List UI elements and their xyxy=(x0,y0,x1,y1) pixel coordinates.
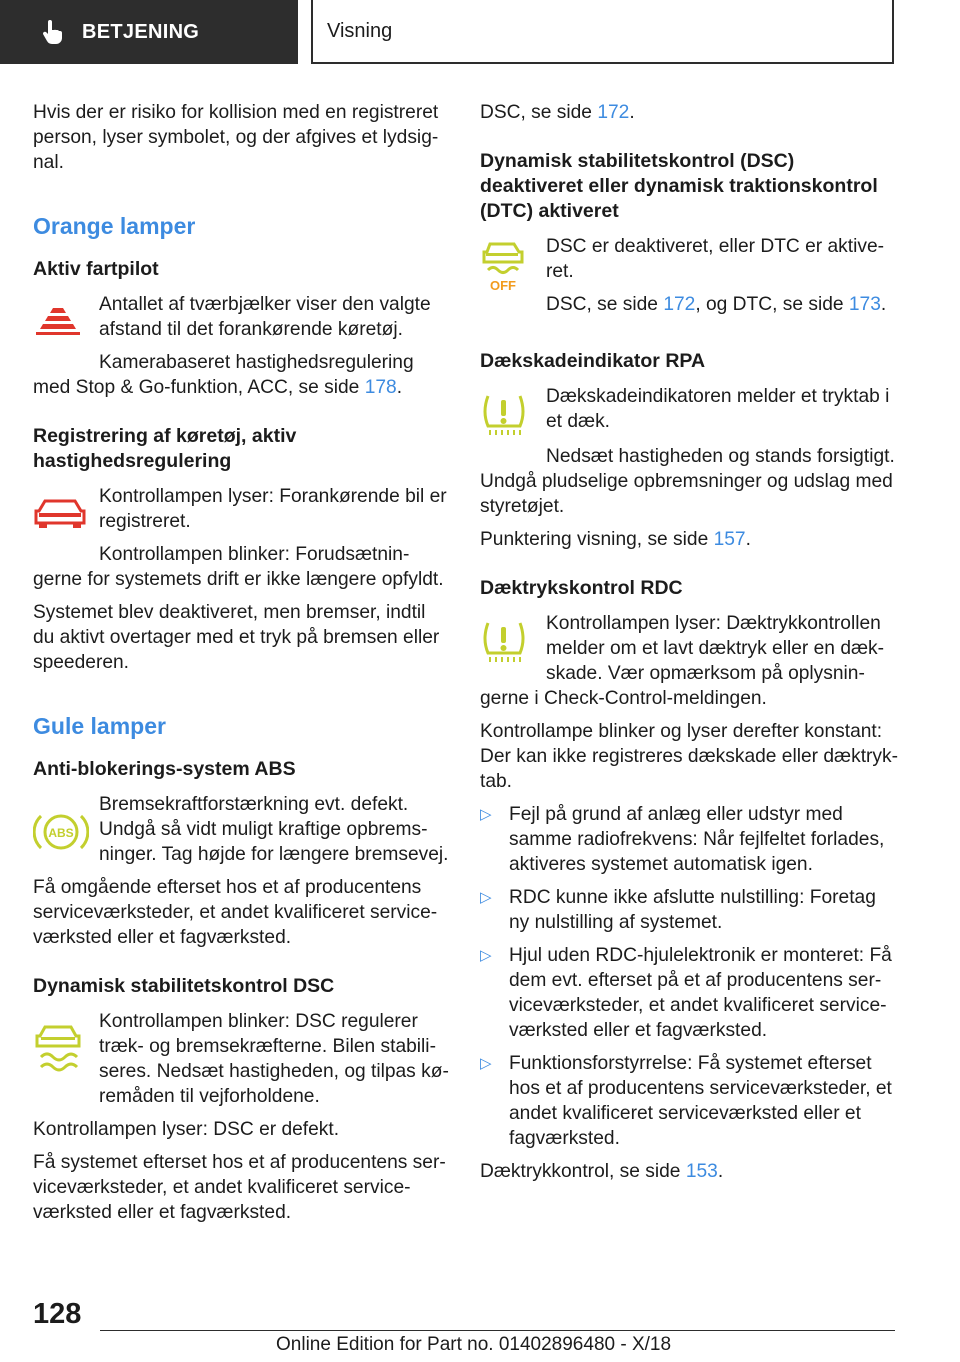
rdc-text1: Kontrollampen lyser: Dæktrykkontrollen melder om et lavt dæktryk eller en dækskade. Vær opmærksom på oplysningerne i Check-Control-meldingen. xyxy=(480,613,885,709)
dsc-skid-icon xyxy=(33,1011,99,1087)
tire-pressure-icon xyxy=(480,613,546,671)
section-tab xyxy=(0,0,298,64)
cruise-control-entry xyxy=(33,292,451,350)
abs-service-text: Få omgående efterset hos et af producentens serviceværksteder, et andet kvalificeret serviceværksted eller et fagværksted. xyxy=(33,877,438,948)
rdc-bullet-list xyxy=(480,802,898,1151)
dsc-text: Kontrollampen blinker: DSC regulerer træk- og bremsekræfterne. Bilen stabiliseres. Nedsæt hastigheden, og tilpas køremåden til vejforholdene. xyxy=(99,1011,449,1107)
right-column xyxy=(480,100,898,1192)
dsc-service-text: Få systemet efterset hos et af producentens serviceværksteder, et andet kvalificeret serviceværksted eller et fagværksted. xyxy=(33,1152,446,1223)
dsc-off-heading: Dynamisk stabilitetskontrol (DSC) deaktiveret eller dynamisk traktionskontrol (DTC) aktiveret xyxy=(480,150,878,222)
triangle-bullet-icon: ▷ xyxy=(480,806,492,823)
page-link[interactable]: 178 xyxy=(364,377,397,398)
list-item: ▷ Fejl på grund af anlæg eller udstyr med samme radiofrekvens: Når fejlfeltet forlades, aktiveres systemet automatisk igen. xyxy=(480,804,885,875)
dsc-entry xyxy=(33,1009,451,1117)
subsection-title: Visning xyxy=(327,19,393,42)
orange-lamps-heading: Orange lamper xyxy=(33,213,196,239)
page-header xyxy=(0,0,960,66)
cruise-control-reference: Kamerabaseret hastighedsregulering med Stop & Go-funktion, ACC, se side 178. xyxy=(33,352,414,398)
dsc-heading: Dynamisk stabilitetskontrol DSC xyxy=(33,975,335,997)
abs-icon xyxy=(33,794,99,870)
tire-warning-icon xyxy=(480,386,546,444)
rdc-text2: Kontrollampe blinker og lyser derefter konstant: Der kan ikke registreres dækskade eller dæktryktab. xyxy=(480,721,899,792)
dsc-off-icon xyxy=(480,236,546,296)
list-item: ▷ RDC kunne ikke afslutte nulstilling: Foretag ny nulstilling af systemet. xyxy=(480,887,876,933)
list-item: ▷ Funktionsforstyrrelse: Få systemet efterset hos et af producentens serviceværksteder, et andet kvalificeret serviceværksted eller et fagværksted. xyxy=(480,1053,892,1149)
footer-divider xyxy=(100,1330,895,1331)
page-link[interactable]: 173 xyxy=(848,294,881,315)
vehicle-detection-text3: Systemet blev deaktiveret, men bremser, indtil du aktivt overtager med et tryk på bremsen eller speederen. xyxy=(33,602,440,673)
svg-text:OFF: OFF xyxy=(490,278,516,292)
rpa-heading: Dækskadeindikator RPA xyxy=(480,350,706,372)
rpa-reference: Punktering visning, se side 157. xyxy=(480,529,751,550)
dsc-off-text1: DSC er deaktiveret, eller DTC er aktiveret. xyxy=(546,236,885,282)
yellow-lamps-heading: Gule lamper xyxy=(33,713,166,739)
dsc-reference: DSC, se side 172. xyxy=(480,102,635,123)
page-link[interactable]: 172 xyxy=(663,294,696,315)
triangle-bullet-icon: ▷ xyxy=(480,889,492,906)
abs-text: Bremsekraftforstærkning evt. defekt. Undgå så vidt muligt kraftige opbremsninger. Tag højde for længere bremsevej. xyxy=(99,794,449,865)
rdc-entry xyxy=(480,611,898,719)
list-item: ▷ Hjul uden RDC-hjulelektronik er monteret: Få dem evt. efterset på et af producentens serviceværksteder, et andet kvalificeret serviceværksted eller et fagværksted. xyxy=(480,945,892,1041)
cruise-control-heading: Aktiv fartpilot xyxy=(33,258,159,280)
triangle-bullet-icon: ▷ xyxy=(480,947,492,964)
vehicle-detection-entry xyxy=(33,484,451,542)
rpa-text1: Dækskadeindikatoren melder et tryktab i et dæk. xyxy=(546,386,890,432)
abs-heading: Anti-blokerings-system ABS xyxy=(33,758,296,780)
car-icon xyxy=(33,486,99,540)
rdc-heading: Dæktrykskontrol RDC xyxy=(480,577,683,599)
hand-pointer-icon xyxy=(42,20,64,44)
cruise-control-text: Antallet af tværbjælker viser den valgte afstand til det forankørende køretøj. xyxy=(99,294,431,340)
left-column xyxy=(33,100,451,1233)
page-link[interactable]: 157 xyxy=(713,529,746,550)
subsection-tab xyxy=(311,0,894,64)
vehicle-detection-text1: Kontrollampen lyser: Forankørende bil er registreret. xyxy=(99,486,447,532)
dsc-off-entry xyxy=(480,234,898,325)
rdc-reference: Dæktrykkontrol, se side 153. xyxy=(480,1161,724,1182)
vehicle-detection-text2: Kontrollampen blinker: Forudsætningerne for systemets drift er ikke længere opfyldt. xyxy=(33,544,444,590)
rpa-entry xyxy=(480,384,898,444)
edition-text: Online Edition for Part no. 01402896480 - X/18 xyxy=(276,1334,672,1355)
dsc-off-reference: DSC, se side 172, og DTC, se side 173. xyxy=(546,294,887,315)
svg-text:ABS: ABS xyxy=(48,826,74,840)
page-number: 128 xyxy=(33,1298,82,1330)
abs-entry xyxy=(33,792,451,875)
page-link[interactable]: 153 xyxy=(685,1161,718,1182)
intro-paragraph: Hvis der er risiko for kollision med en registreret person, lyser symbolet, og der afgives et lydsignal. xyxy=(33,102,439,173)
rpa-text2: Nedsæt hastigheden og stands forsigtigt. Undgå pludselige opbremsninger og udslag med styretøjet. xyxy=(480,446,895,517)
triangle-bullet-icon: ▷ xyxy=(480,1055,492,1072)
distance-bars-icon xyxy=(33,294,99,348)
dsc-defect-text: Kontrollampen lyser: DSC er defekt. xyxy=(33,1119,340,1140)
vehicle-detection-heading: Registrering af køretøj, aktiv hastighedsregulering xyxy=(33,425,297,472)
page-link[interactable]: 172 xyxy=(597,102,630,123)
section-title: BETJENING xyxy=(82,20,200,43)
